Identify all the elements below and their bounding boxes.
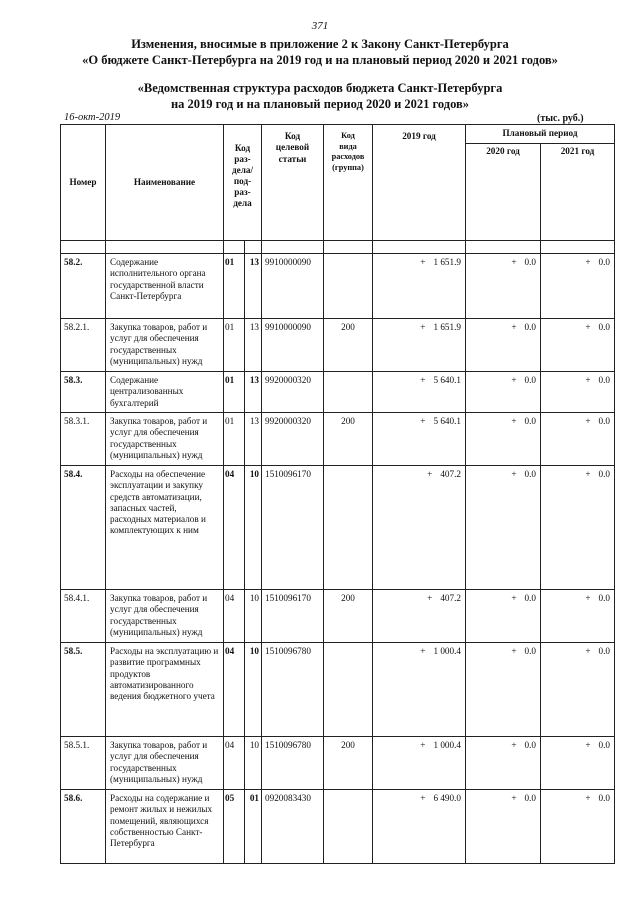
sign-2021: + (585, 375, 591, 385)
table-row (61, 319, 615, 372)
cell-2020 (466, 790, 541, 864)
cell-2021 (541, 790, 615, 864)
cell-name: Закупка товаров, работ и услуг для обеспечения государственных (муниципальных) нужд (106, 319, 224, 372)
table-row (61, 790, 615, 864)
unit-label: (тыс. руб.) (537, 113, 584, 124)
cell-2020 (466, 319, 541, 372)
cell-number: 58.3.1. (61, 413, 106, 466)
cell-2019 (373, 643, 466, 737)
cell-2019 (373, 590, 466, 643)
cell-razdel: 01 (224, 254, 245, 319)
cell-2020 (466, 466, 541, 590)
cell-vr: 200 (324, 590, 373, 643)
cell-2019 (373, 737, 466, 790)
header-2019: 2019 год (373, 125, 466, 241)
cell-2021 (541, 254, 615, 319)
cell-razdel: 04 (224, 643, 245, 737)
cell-csr: 9910000090 (262, 254, 324, 319)
cell-vr: 200 (324, 737, 373, 790)
sign-2020: + (511, 375, 517, 385)
cell-2019 (373, 466, 466, 590)
value-2020: 0.0 (524, 322, 536, 332)
table-body (61, 254, 615, 864)
cell-vr: 200 (324, 413, 373, 466)
header-csr (262, 125, 324, 241)
cell-podrazdel: 13 (245, 254, 262, 319)
cell-razdel: 04 (224, 466, 245, 590)
cell-number: 58.6. (61, 790, 106, 864)
cell-name: Закупка товаров, работ и услуг для обеспечения государственных (муниципальных) нужд (106, 413, 224, 466)
cell-number: 58.2.1. (61, 319, 106, 372)
cell-csr: 9920000320 (262, 413, 324, 466)
table-row (61, 466, 615, 590)
header-name: Наименование (106, 125, 224, 241)
table-row (61, 590, 615, 643)
value-2021: 0.0 (598, 469, 610, 479)
value-2020: 0.0 (524, 646, 536, 656)
value-2019: 1 000.4 (433, 646, 461, 656)
value-2019: 5 640.1 (433, 375, 461, 385)
value-2020: 0.0 (524, 469, 536, 479)
cell-csr: 1510096170 (262, 466, 324, 590)
sign-2021: + (585, 322, 591, 332)
cell-number: 58.5. (61, 643, 106, 737)
cell-vr (324, 643, 373, 737)
cell-2019 (373, 319, 466, 372)
value-2019: 1 651.9 (433, 322, 461, 332)
sign-2020: + (511, 646, 517, 656)
cell-2021 (541, 466, 615, 590)
cell-podrazdel: 13 (245, 372, 262, 413)
cell-razdel: 01 (224, 319, 245, 372)
cell-2020 (466, 372, 541, 413)
sign-2021: + (585, 793, 591, 803)
cell-2021 (541, 737, 615, 790)
sign-2021: + (585, 593, 591, 603)
cell-2019 (373, 372, 466, 413)
cell-2019 (373, 790, 466, 864)
cell-razdel: 01 (224, 413, 245, 466)
sign-2020: + (511, 593, 517, 603)
cell-name: Расходы на содержание и ремонт жилых и нежилых помещений, являющихся собственностью Санкт-Петербурга (106, 790, 224, 864)
cell-name: Расходы на эксплуатацию и развитие программных продуктов автоматизированного ведения бюджетного учета (106, 643, 224, 737)
table-row (61, 737, 615, 790)
cell-2019 (373, 413, 466, 466)
value-2019: 5 640.1 (433, 416, 461, 426)
page-number: 371 (311, 20, 329, 32)
cell-vr (324, 790, 373, 864)
cell-podrazdel: 10 (245, 590, 262, 643)
sign-2019: + (420, 740, 426, 750)
cell-2019 (373, 254, 466, 319)
table-title (0, 80, 640, 112)
cell-podrazdel: 01 (245, 790, 262, 864)
value-2019: 407.2 (440, 593, 461, 603)
sign-2021: + (585, 646, 591, 656)
cell-2021 (541, 643, 615, 737)
header-razdel-text: Код раз- дела/ под- раз- дела (231, 143, 254, 208)
document-date: 16-окт-2019 (64, 112, 121, 123)
sign-2021: + (585, 740, 591, 750)
cell-csr: 0920083430 (262, 790, 324, 864)
header-spacer-row (61, 241, 615, 254)
cell-csr: 1510096170 (262, 590, 324, 643)
cell-podrazdel: 10 (245, 737, 262, 790)
cell-2020 (466, 643, 541, 737)
value-2019: 1 651.9 (433, 257, 461, 267)
header-2021: 2021 год (541, 144, 615, 241)
header-vr (324, 125, 373, 241)
cell-2021 (541, 319, 615, 372)
cell-vr (324, 372, 373, 413)
sign-2019: + (420, 257, 426, 267)
value-2021: 0.0 (598, 593, 610, 603)
cell-name: Содержание централизованных бухгалтерий (106, 372, 224, 413)
value-2021: 0.0 (598, 740, 610, 750)
cell-2020 (466, 737, 541, 790)
cell-2021 (541, 590, 615, 643)
value-2020: 0.0 (524, 416, 536, 426)
value-2019: 1 000.4 (433, 740, 461, 750)
value-2019: 6 490.0 (433, 793, 461, 803)
sign-2020: + (511, 322, 517, 332)
budget-table (60, 124, 615, 864)
value-2020: 0.0 (524, 375, 536, 385)
cell-razdel: 04 (224, 737, 245, 790)
document-title (0, 36, 640, 68)
cell-razdel: 05 (224, 790, 245, 864)
cell-name: Закупка товаров, работ и услуг для обеспечения государственных (муниципальных) нужд (106, 590, 224, 643)
sign-2019: + (420, 793, 426, 803)
sign-2020: + (511, 469, 517, 479)
cell-name: Закупка товаров, работ и услуг для обеспечения государственных (муниципальных) нужд (106, 737, 224, 790)
cell-number: 58.3. (61, 372, 106, 413)
sign-2019: + (420, 416, 426, 426)
header-2020: 2020 год (466, 144, 541, 241)
cell-vr (324, 254, 373, 319)
value-2020: 0.0 (524, 257, 536, 267)
cell-vr: 200 (324, 319, 373, 372)
value-2021: 0.0 (598, 416, 610, 426)
header-vr-text: Код вида расходов (группа) (331, 131, 365, 172)
table-row (61, 413, 615, 466)
value-2020: 0.0 (524, 593, 536, 603)
title-line-3: «Ведомственная структура расходов бюджета Санкт-Петербурга (137, 81, 503, 95)
cell-vr (324, 466, 373, 590)
value-2020: 0.0 (524, 793, 536, 803)
header-csr-text: Код целевой статьи (275, 131, 310, 164)
cell-podrazdel: 10 (245, 466, 262, 590)
sign-2021: + (585, 469, 591, 479)
cell-number: 58.4. (61, 466, 106, 590)
value-2020: 0.0 (524, 740, 536, 750)
sign-2020: + (511, 740, 517, 750)
cell-podrazdel: 10 (245, 643, 262, 737)
cell-csr: 9910000090 (262, 319, 324, 372)
cell-razdel: 01 (224, 372, 245, 413)
cell-2020 (466, 254, 541, 319)
title-line-2: «О бюджете Санкт-Петербурга на 2019 год и на плановый период 2020 и 2021 годов» (82, 53, 558, 67)
value-2019: 407.2 (440, 469, 461, 479)
cell-number: 58.2. (61, 254, 106, 319)
cell-csr: 9920000320 (262, 372, 324, 413)
cell-podrazdel: 13 (245, 413, 262, 466)
cell-csr: 1510096780 (262, 643, 324, 737)
cell-2021 (541, 413, 615, 466)
title-line-4: на 2019 год и на плановый период 2020 и 2021 годов» (170, 97, 470, 111)
cell-csr: 1510096780 (262, 737, 324, 790)
table-row (61, 254, 615, 319)
title-line-1: Изменения, вносимые в приложение 2 к Закону Санкт-Петербурга (131, 37, 509, 51)
sign-2019: + (420, 375, 426, 385)
cell-2020 (466, 413, 541, 466)
cell-name: Расходы на обеспечение эксплуатации и закупку средств автоматизации, запасных частей, расходных материалов и комплектующих к ним (106, 466, 224, 590)
cell-podrazdel: 13 (245, 319, 262, 372)
table-row (61, 372, 615, 413)
cell-2020 (466, 590, 541, 643)
cell-number: 58.4.1. (61, 590, 106, 643)
sign-2019: + (420, 646, 426, 656)
sign-2019: + (427, 593, 433, 603)
sign-2021: + (585, 416, 591, 426)
cell-name: Содержание исполнительного органа государственной власти Санкт-Петербурга (106, 254, 224, 319)
cell-number: 58.5.1. (61, 737, 106, 790)
header-number: Номер (61, 125, 106, 241)
header-plan-period: Плановый период (466, 125, 615, 144)
value-2021: 0.0 (598, 322, 610, 332)
sign-2019: + (427, 469, 433, 479)
header-razdel (224, 125, 262, 241)
value-2021: 0.0 (598, 257, 610, 267)
table-row (61, 643, 615, 737)
sign-2019: + (420, 322, 426, 332)
value-2021: 0.0 (598, 375, 610, 385)
table-header (61, 125, 615, 254)
value-2021: 0.0 (598, 793, 610, 803)
value-2021: 0.0 (598, 646, 610, 656)
sign-2020: + (511, 793, 517, 803)
sign-2020: + (511, 416, 517, 426)
sign-2021: + (585, 257, 591, 267)
cell-razdel: 04 (224, 590, 245, 643)
cell-2021 (541, 372, 615, 413)
sign-2020: + (511, 257, 517, 267)
